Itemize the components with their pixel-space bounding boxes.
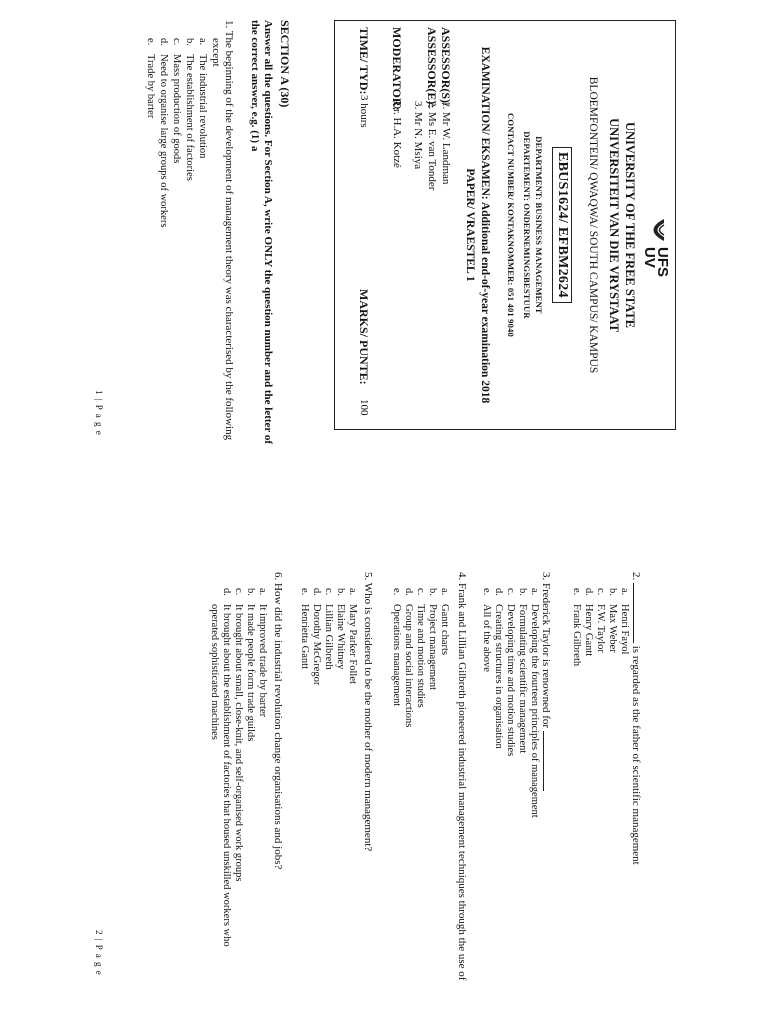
assessors-label-2: ASSESSOR(E):: [425, 27, 439, 109]
option-letter: a.: [257, 588, 268, 596]
option-text: Developing the fourteen principles of management: [529, 604, 540, 818]
q4-text: 4. Frank and Lillian Gilbreth pioneered industrial management techniques through the use of: [456, 572, 468, 981]
q6-option-b: [244, 588, 256, 741]
option-letter: e.: [299, 588, 310, 596]
option-letter: c.: [323, 588, 334, 596]
option-text: Henri Fayol: [619, 604, 630, 655]
q1-text: 1. The beginning of the development of management theory was characterised by the following: [223, 20, 235, 441]
option-text: Formulating scientific management: [517, 604, 528, 754]
time-value: 3 hours: [358, 95, 370, 128]
q6-option-c: [232, 588, 244, 881]
option-text: Frank Gilbreth: [571, 604, 582, 667]
q5-option-d: [310, 588, 322, 685]
q1-text-cont: except: [210, 38, 222, 67]
option-text: The establishment of factories: [184, 54, 195, 181]
option-letter: b.: [607, 588, 618, 596]
q2-option-c: [594, 588, 606, 653]
q4-option-c: [414, 588, 426, 708]
module-code: EBUS1624/ EFBM2624: [552, 147, 572, 303]
marks-value: 100: [358, 399, 370, 416]
option-letter: a.: [529, 588, 540, 596]
option-letter: d.: [311, 588, 322, 596]
university-logo: [643, 217, 669, 277]
option-text: Dorothy McGregor: [311, 604, 322, 686]
q1-option-d: [157, 38, 169, 227]
option-letter: a.: [619, 588, 630, 596]
q3-text: [540, 572, 554, 791]
option-letter: b.: [517, 588, 528, 596]
option-letter: c.: [233, 588, 244, 596]
marks-label: MARKS/ PUNTE:: [357, 289, 371, 385]
q5-option-c: [322, 588, 334, 670]
q3-blank: [543, 731, 554, 791]
option-letter: c.: [171, 38, 182, 46]
q3-option-d: [492, 588, 504, 749]
q3-option-c: [504, 588, 516, 756]
page-number-2: 2 | P a g e: [94, 930, 104, 976]
assessor-1: 1. Mr W. Landman: [440, 101, 452, 185]
option-text: Project management: [427, 604, 438, 691]
option-letter: c.: [505, 588, 516, 596]
option-letter: b.: [427, 588, 438, 596]
assessor-3: 3. Mr N. Msiya: [412, 101, 424, 170]
q2-option-a: [618, 588, 630, 654]
option-text: Gantt charts: [439, 604, 450, 656]
option-text: Elaine Whitney: [335, 604, 346, 670]
q1-option-a: [196, 38, 208, 158]
option-text: Henry Gantt: [583, 604, 594, 657]
q5-text: 5. Who is considered to be the mother of modern management?: [362, 572, 374, 852]
q1-option-c: [170, 38, 182, 163]
logo-line-2: UV: [641, 247, 658, 268]
q3-option-b: [516, 588, 528, 753]
option-text: Group and social interactions: [403, 604, 414, 728]
q4-option-a: [438, 588, 450, 655]
q4-option-d: [402, 588, 414, 727]
option-text: Lillian Gilbreth: [323, 604, 334, 670]
option-letter: e.: [391, 588, 402, 596]
option-text: Trade by barter: [145, 54, 156, 119]
option-text: The industrial revolution: [197, 54, 208, 159]
option-text: It brought about small, close-knit, and self-organised work groups: [233, 604, 244, 882]
option-letter: e.: [481, 588, 492, 596]
option-text: Creating structures in organisation: [493, 604, 504, 749]
moderator-label: MODERATOR:: [390, 27, 404, 111]
option-letter: c.: [595, 588, 606, 596]
cover-info-box: [334, 20, 676, 430]
option-letter: c.: [415, 588, 426, 596]
examination-line: EXAMINATION/ EKSAMEN: Additional end-of-year examination 2018: [479, 46, 491, 404]
q2-blank: [633, 583, 644, 643]
option-text: F.W. Taylor: [595, 604, 606, 653]
q6-option-d: [220, 588, 232, 947]
option-letter: b.: [184, 38, 195, 46]
section-a-instruction-1: Answer all the questions. For Section A, write ONLY the question number and the letter of: [262, 20, 274, 445]
department-line: DEPARTMENT: BUSINESS MANAGEMENT: [534, 136, 544, 314]
option-text: Mass production of goods: [171, 54, 182, 164]
page-number-1: 1 | P a g e: [94, 390, 104, 436]
option-text: Mary Parker Follet: [347, 604, 358, 684]
time-label: TIME/ TYD:: [357, 27, 371, 95]
option-letter: b.: [335, 588, 346, 596]
option-letter: d.: [403, 588, 414, 596]
assessors-label: ASSESSOR(S)/: [439, 27, 453, 107]
q2-question: is regarded as the father of scientific management: [630, 645, 642, 865]
q1-option-b: [183, 38, 195, 181]
option-letter: a.: [347, 588, 358, 596]
option-letter: e.: [571, 588, 582, 596]
contact-line: CONTACT NUMBER/ KONTAKNOMMER: 051 401 9040: [506, 113, 516, 337]
q4-option-b: [426, 588, 438, 690]
ufs-emblem-icon: [645, 217, 667, 243]
option-letter: e.: [145, 38, 156, 46]
option-text: Time and motion studies: [415, 604, 426, 708]
option-letter: a.: [439, 588, 450, 596]
option-text: It brought about the establishment of factories that housed unskilled workers who: [221, 604, 232, 947]
q2-option-d: [582, 588, 594, 656]
option-text: It made people form trade guilds: [245, 604, 256, 742]
option-text: Developing time and motion studies: [505, 604, 516, 757]
departement-line: DEPARTEMENT: ONDERNEMINGSBESTUUR: [522, 131, 532, 319]
q5-option-e: [298, 588, 310, 669]
q5-option-a: [346, 588, 358, 684]
option-letter: d.: [493, 588, 504, 596]
section-a-title: SECTION A (30): [278, 20, 292, 108]
q6-option-a: [256, 588, 268, 717]
logo-line-1: UFS: [654, 247, 671, 277]
moderator-name: Dr. H.A. Kotzé: [391, 101, 403, 168]
section-a-instruction-2: the correct answer, e.g. (1) a: [249, 20, 261, 152]
q2-number: 2.: [630, 572, 642, 581]
option-letter: a.: [197, 38, 208, 46]
q1-option-e: [144, 38, 156, 118]
assessor-2: 2. Ms E. van Tonder: [426, 101, 438, 191]
option-text: All of the above: [481, 604, 492, 672]
q2-option-e: [570, 588, 582, 666]
option-text: Henrietta Gantt: [299, 604, 310, 670]
university-name-af: UNIVERSITEIT VAN DIE VRYSTAAT: [607, 118, 621, 332]
campus-line: BLOEMFONTEIN/ QWAQWA/ SOUTH CAMPUS/ KAMPUS: [587, 76, 599, 374]
q5-option-b: [334, 588, 346, 669]
q2-text: [630, 572, 644, 865]
university-name-en: UNIVERSITY OF THE FREE STATE: [623, 121, 637, 329]
option-text: Operations management: [391, 604, 402, 707]
q2-option-b: [606, 588, 618, 653]
option-letter: d.: [221, 588, 232, 596]
option-text: Need to organise large groups of workers: [158, 54, 169, 228]
q6-option-d-cont: operated sophisticated machines: [209, 604, 220, 740]
option-letter: b.: [245, 588, 256, 596]
option-letter: d.: [158, 38, 169, 46]
q3-option-e: [480, 588, 492, 672]
q6-text: 6. How did the industrial revolution change organisations and jobs?: [272, 572, 284, 870]
option-text: It improved trade by barter: [257, 604, 268, 718]
option-letter: d.: [583, 588, 594, 596]
q3-question: 3. Frederick Taylor is renowned for: [540, 572, 552, 729]
q3-option-a: [528, 588, 540, 818]
q4-option-e: [390, 588, 402, 706]
option-text: Max Weber: [607, 604, 618, 653]
paper-line: PAPER/ VRAESTEL 1: [464, 168, 476, 282]
